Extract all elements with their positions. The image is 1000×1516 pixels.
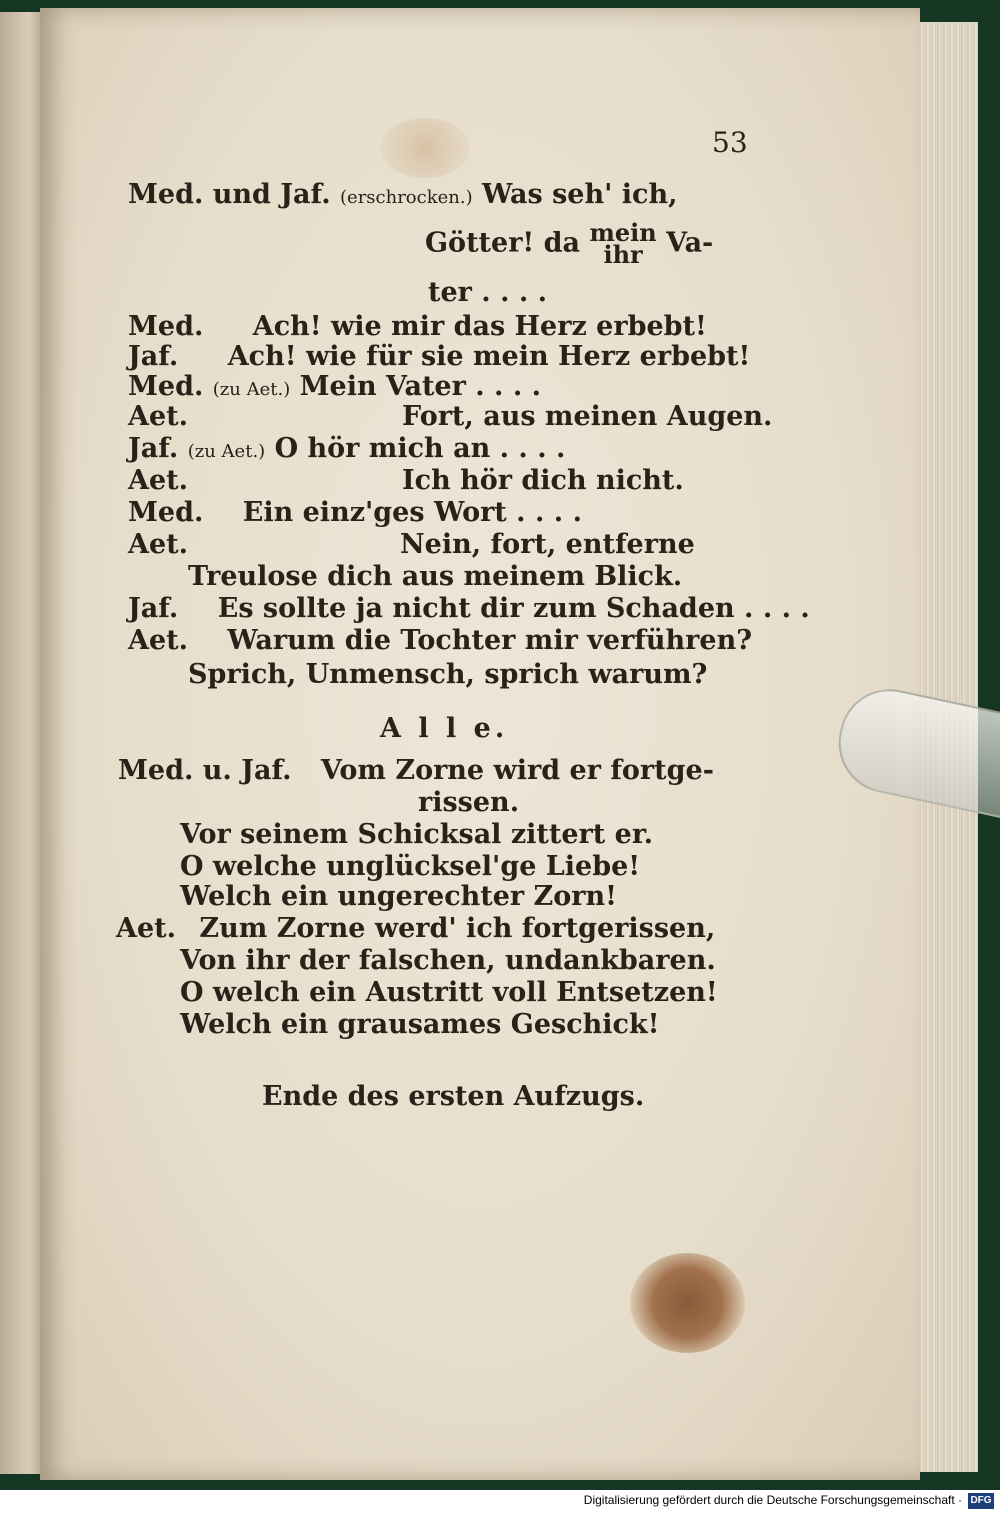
speaker-label: Jaf. [128, 593, 179, 624]
speaker-label: Aet. [128, 529, 188, 560]
speaker-label: Med. [128, 311, 204, 342]
text-line [128, 180, 678, 213]
text-line: Treulose dich aus meinem Blick. [188, 561, 683, 592]
stage-direction: (zu Aet.) [187, 441, 266, 462]
text-line: Sprich, Unmensch, sprich warum? [188, 659, 708, 690]
text-line [425, 218, 714, 269]
speaker-label: Med. und Jaf. [128, 179, 331, 210]
stage-direction: (erschrocken.) [340, 187, 473, 208]
line-text: Zum Zorne werd' ich fortgerissen, [199, 913, 716, 944]
line-text: Ach! wie mir das Herz erbebt! [252, 311, 707, 342]
text-line [128, 342, 750, 372]
line-text: O hör mich an . . . . [274, 433, 566, 464]
footer-bar [0, 1490, 1000, 1516]
section-heading: A l l e. [380, 713, 509, 744]
speaker-label: Aet. [116, 913, 176, 944]
text-line [128, 594, 810, 624]
variant-top: mein [589, 218, 657, 247]
ink-stain [630, 1253, 745, 1353]
text-line: O welch ein Austritt voll Entsetzen! [180, 977, 718, 1008]
variant-bottom: ihr [603, 240, 643, 269]
text-line: Welch ein grausames Geschick! [180, 1009, 660, 1040]
line-text: Götter! da [425, 227, 581, 259]
footer-credit: Digitalisierung gefördert durch die Deutsche Forschungsgemeinschaft · [583, 1493, 962, 1507]
text-line [128, 312, 707, 342]
speaker-label: Jaf. [128, 433, 179, 464]
text-line: Vor seinem Schicksal zittert er. [180, 819, 653, 850]
text-line [128, 626, 752, 656]
text-line [118, 756, 714, 786]
variant-stack [589, 218, 657, 269]
line-text: Fort, aus meinen Augen. [402, 401, 773, 432]
speaker-label: Jaf. [128, 341, 179, 372]
line-text: Ein einz'ges Wort . . . . [242, 497, 582, 528]
text-line: Welch ein ungerechter Zorn! [180, 881, 617, 912]
speaker-label: Aet. [128, 401, 188, 432]
speaker-label: Med. u. Jaf. [118, 755, 292, 786]
text-line: O welche unglücksel'ge Liebe! [180, 851, 641, 882]
text-line [128, 530, 188, 560]
act-end-line: Ende des ersten Aufzugs. [262, 1081, 645, 1112]
line-text: Nein, fort, entferne [400, 529, 695, 560]
line-text: Vom Zorne wird er fortge- [320, 755, 714, 786]
dfg-logo: DFG [968, 1493, 994, 1509]
text-line: Von ihr der falschen, undankbaren. [180, 945, 716, 976]
text-line [128, 498, 582, 528]
line-text: Was seh' ich, [482, 179, 678, 210]
text-line [128, 434, 565, 467]
text-line [128, 402, 188, 432]
line-text: Ach! wie für sie mein Herz erbebt! [227, 341, 751, 372]
line-text: Va- [666, 227, 714, 259]
stage-direction: (zu Aet.) [212, 379, 291, 400]
text-line: ter . . . . [428, 277, 548, 308]
page-number: 53 [712, 126, 748, 159]
line-text: Ich hör dich nicht. [402, 465, 684, 496]
speaker-label: Aet. [128, 465, 188, 496]
text-line [128, 466, 188, 496]
speaker-label: Med. [128, 497, 204, 528]
text-line [116, 914, 715, 944]
line-text: Mein Vater . . . . [299, 371, 542, 402]
line-text: Warum die Tochter mir verführen? [227, 625, 753, 656]
speaker-label: Aet. [128, 625, 188, 656]
line-text: Es sollte ja nicht dir zum Schaden . . . . [217, 593, 810, 624]
text-line: rissen. [418, 787, 520, 818]
speaker-label: Med. [128, 371, 204, 402]
faint-stain [380, 118, 470, 178]
